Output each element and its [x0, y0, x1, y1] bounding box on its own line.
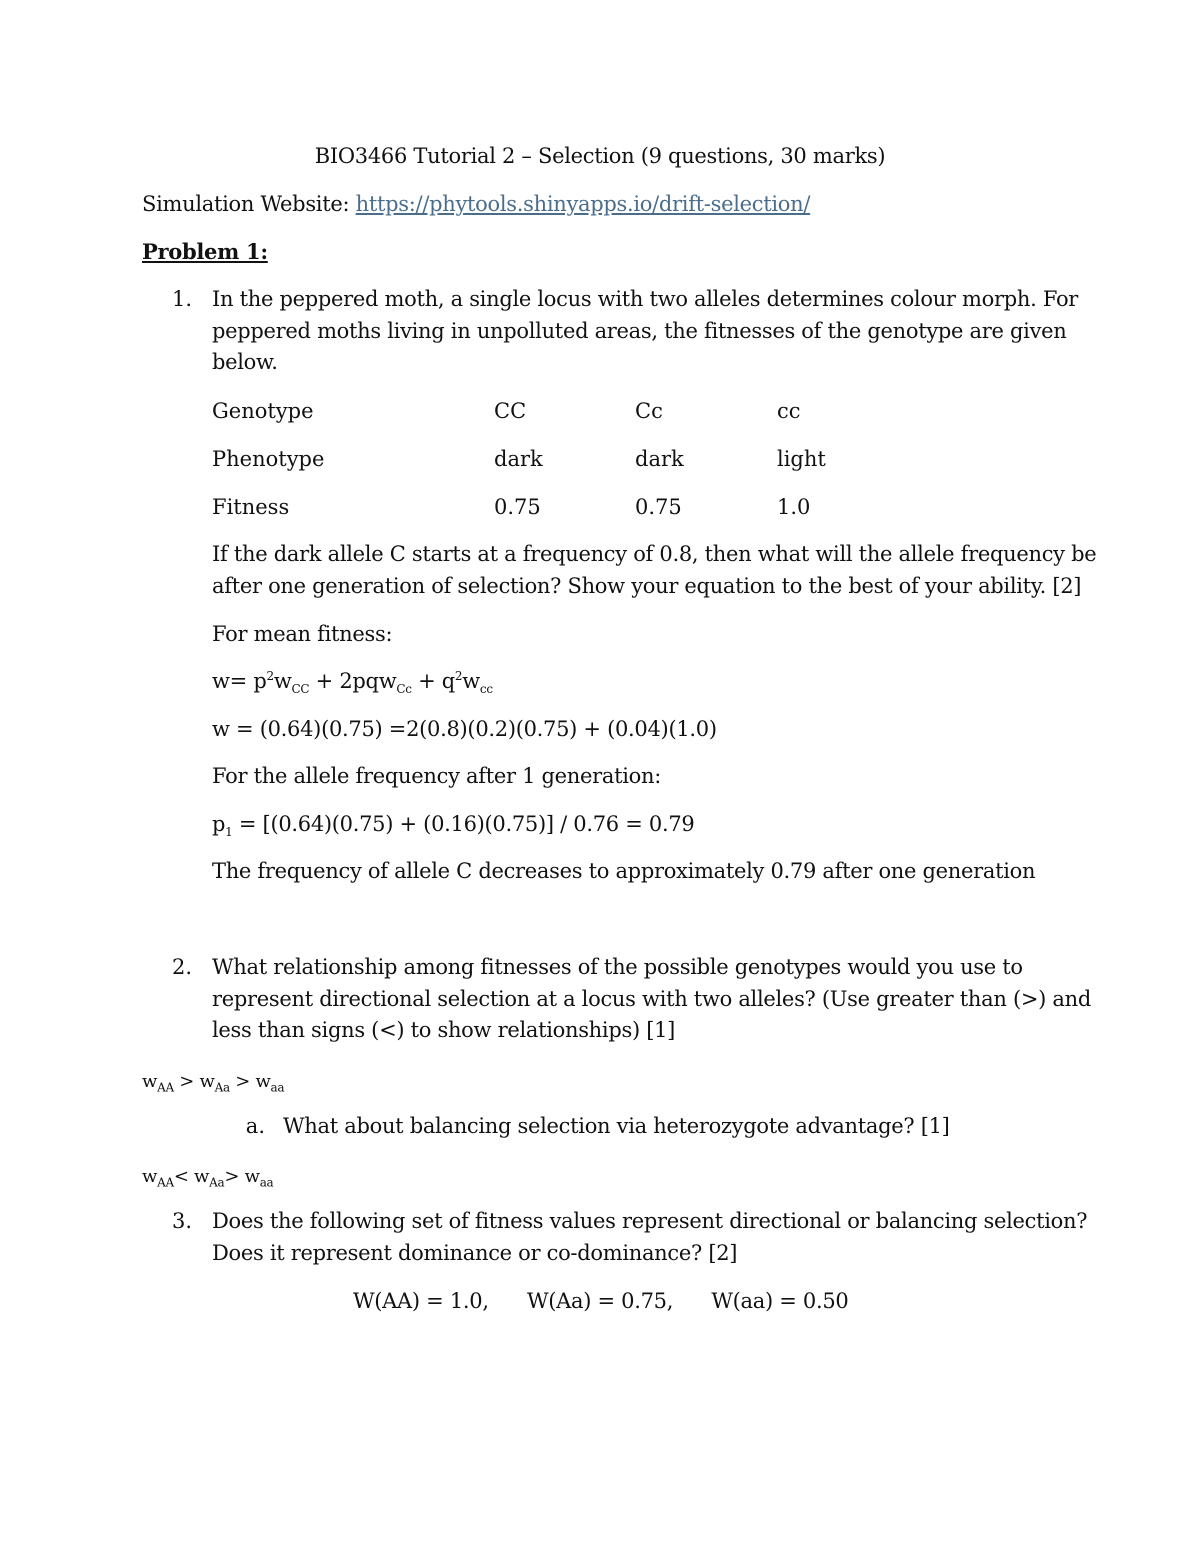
mean-fitness-substitution: w = (0.64)(0.75) =2(0.8)(0.2)(0.75) + (0.04)(1.0) — [212, 717, 717, 741]
table-cell: Cc — [635, 399, 663, 423]
eq-subscript: Aa — [214, 1080, 230, 1095]
table-cell: Phenotype — [212, 447, 325, 471]
question-2-answer — [142, 1066, 284, 1098]
eq-text: > w — [224, 1166, 260, 1187]
table-cell: dark — [494, 447, 543, 471]
eq-superscript: 2 — [454, 669, 463, 683]
table-cell: dark — [635, 447, 684, 471]
question-1-text-line1: In the peppered moth, a single locus with two alleles determines colour morph. For — [212, 287, 1079, 311]
question-1-prompt-line1: If the dark allele C starts at a frequency of 0.8, then what will the allele frequency be — [212, 542, 1097, 566]
eq-text: + 2pqw — [309, 669, 397, 693]
eq-text: w — [142, 1071, 158, 1092]
eq-subscript: 1 — [225, 825, 233, 840]
eq-subscript: cc — [479, 682, 493, 697]
question-3-fitness-values: W(AA) = 1.0, W(Aa) = 0.75, W(aa) = 0.50 — [353, 1289, 849, 1313]
eq-text: + q — [411, 669, 455, 693]
table-cell: CC — [494, 399, 527, 423]
question-2a-answer — [142, 1161, 273, 1193]
eq-subscript: AA — [157, 1080, 174, 1095]
question-3-text-line2: Does it represent dominance or co-dominance? [2] — [212, 1241, 738, 1265]
eq-text: w — [462, 669, 480, 693]
question-3-text-line1: Does the following set of fitness values represent directional or balancing selection? — [212, 1209, 1088, 1233]
table-cell: 0.75 — [494, 495, 541, 519]
document-title: BIO3466 Tutorial 2 – Selection (9 questions, 30 marks) — [314, 144, 886, 168]
table-cell: 0.75 — [635, 495, 682, 519]
question-1-conclusion: The frequency of allele C decreases to approximately 0.79 after one generation — [212, 859, 1036, 883]
eq-text: p — [212, 812, 226, 836]
simulation-label: Simulation Website: — [142, 192, 356, 216]
eq-subscript: Aa — [209, 1175, 225, 1190]
question-1-text-line3: below. — [212, 350, 278, 374]
eq-text: > w — [173, 1071, 215, 1092]
allele-frequency-equation — [212, 808, 694, 840]
question-2a-letter: a. — [245, 1114, 265, 1138]
table-cell: cc — [777, 399, 801, 423]
table-cell: Genotype — [212, 399, 314, 423]
table-cell: 1.0 — [777, 495, 811, 519]
eq-superscript: 2 — [266, 669, 274, 683]
eq-text: w= p — [212, 669, 267, 693]
question-2-text-line1: What relationship among fitnesses of the possible genotypes would you use to — [212, 955, 1023, 979]
table-cell: light — [777, 447, 826, 471]
eq-subscript: CC — [291, 682, 310, 697]
table-cell: Fitness — [212, 495, 290, 519]
mean-fitness-equation — [212, 665, 493, 697]
eq-subscript: Cc — [396, 682, 412, 697]
question-1-number: 1. — [171, 287, 192, 311]
eq-text: w — [273, 669, 292, 693]
simulation-link[interactable]: https://phytools.shinyapps.io/drift-selection/ — [355, 192, 811, 216]
question-2a-text: What about balancing selection via heterozygote advantage? [1] — [283, 1114, 950, 1138]
eq-subscript: AA — [157, 1175, 174, 1190]
problem-heading: Problem 1: — [142, 239, 268, 264]
question-3-number: 3. — [171, 1209, 192, 1233]
eq-text: w — [142, 1166, 158, 1187]
question-1-prompt-line2: after one generation of selection? Show your equation to the best of your ability. [2] — [212, 574, 1082, 598]
eq-subscript: aa — [270, 1080, 285, 1095]
allele-frequency-label: For the allele frequency after 1 generation: — [212, 764, 661, 788]
simulation-website-line — [142, 188, 810, 220]
eq-text: < w — [173, 1166, 210, 1187]
eq-text: > w — [229, 1071, 271, 1092]
eq-subscript: aa — [259, 1175, 274, 1190]
question-2-text-line2: represent directional selection at a locus with two alleles? (Use greater than (>) and — [212, 987, 1091, 1011]
question-2-text-line3: less than signs (<) to show relationships) [1] — [212, 1018, 676, 1042]
mean-fitness-label: For mean fitness: — [212, 622, 393, 646]
eq-text: = [(0.64)(0.75) + (0.16)(0.75)] / 0.76 = 0.79 — [232, 812, 695, 836]
question-1-text-line2: peppered moths living in unpolluted areas, the fitnesses of the genotype are given — [212, 319, 1067, 343]
question-2-number: 2. — [171, 955, 192, 979]
